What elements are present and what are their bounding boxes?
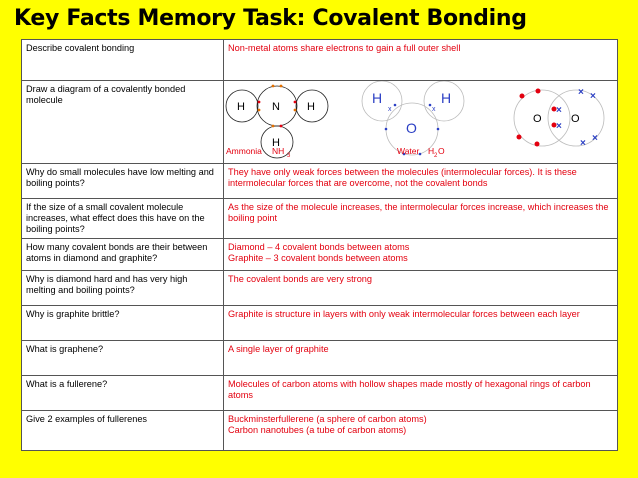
question-cell: Give 2 examples of fullerenes [22,411,224,451]
answer-line: Non-metal atoms share electrons to gain a full outer shell [228,43,461,53]
svg-text:×: × [578,87,584,98]
svg-text:×: × [580,138,586,149]
table-row [22,306,618,341]
ammonia-formula-subscript: 3 [287,153,291,159]
page-title: Key Facts Memory Task: Covalent Bonding [14,6,527,31]
water-formula: H [428,146,435,156]
svg-text:×: × [556,121,562,132]
answer-cell [224,164,618,199]
question-cell: Why is graphite brittle? [22,306,224,341]
oxygen-diagram [514,87,604,149]
answer-line: A single layer of graphite [228,344,329,354]
diagram-cell [224,81,618,164]
table-row [22,239,618,271]
question-cell: Why do small molecules have low melting and boiling points? [22,164,224,199]
water-formula-subscript: 2 [434,153,438,159]
answer-cell [224,306,618,341]
answer-cell [224,199,618,239]
table-row [22,411,618,451]
answer-line: Molecules of carbon atoms with hollow shapes made mostly of hexagonal rings of carbon atoms [228,379,591,400]
svg-text:×: × [592,133,598,144]
atom-label: H [237,101,245,113]
water-formula-end: O [438,146,445,156]
question-cell: What is a fullerene? [22,376,224,411]
svg-text:x: x [388,106,392,113]
table-row [22,376,618,411]
question-cell: Why is diamond hard and has very high melting and boiling points? [22,271,224,306]
atom-label: H [372,90,383,106]
answer-line: As the size of the molecule increases, the intermolecular forces increase, which increases the boiling point [228,202,609,223]
answer-line: Carbon nanotubes (a tube of carbon atoms) [228,425,407,435]
answer-line: Graphite is structure in layers with only weak intermolecular forces between each layer [228,309,580,319]
table-row [22,81,618,164]
answer-line: Buckminsterfullerene (a sphere of carbon atoms) [228,414,427,424]
question-cell: How many covalent bonds are their between atoms in diamond and graphite? [22,239,224,271]
water-caption: Water [397,146,420,156]
table-row [22,199,618,239]
ammonia-diagram [226,85,328,159]
ammonia-formula: NH [272,146,285,156]
atom-label: O [533,113,542,125]
answer-line: They have only weak forces between the molecules (intermolecular forces). It is these intermolecular forces that are overcome, not the covalent bonds [228,167,577,188]
table-row [22,271,618,306]
water-diagram [362,81,464,159]
ammonia-caption: Ammonia [226,146,262,156]
question-cell: Describe covalent bonding [22,40,224,81]
answer-cell [224,411,618,451]
question-cell: If the size of a small covalent molecule increases, what effect does this have on the boiling points? [22,199,224,239]
atom-label: O [571,113,580,125]
svg-text:×: × [590,91,596,102]
answer-cell [224,271,618,306]
table-row [22,40,618,81]
atom-label: N [272,101,280,113]
answer-line: Graphite – 3 covalent bonds between atoms [228,253,408,263]
atom-label: O [406,120,417,136]
svg-text:x: x [432,106,436,113]
atom-label: H [272,137,280,149]
table-row [22,164,618,199]
key-facts-table [21,39,618,451]
answer-cell [224,376,618,411]
molecule-diagrams [224,81,625,163]
answer-cell [224,239,618,271]
answer-line: Diamond – 4 covalent bonds between atoms [228,242,410,252]
table-row [22,341,618,376]
question-cell: What is graphene? [22,341,224,376]
atom-label: H [441,90,452,106]
answer-cell [224,341,618,376]
answer-line: The covalent bonds are very strong [228,274,373,284]
svg-text:×: × [556,105,562,116]
atom-label: H [307,101,315,113]
question-cell: Draw a diagram of a covalently bonded molecule [22,81,224,164]
answer-cell [224,40,618,81]
